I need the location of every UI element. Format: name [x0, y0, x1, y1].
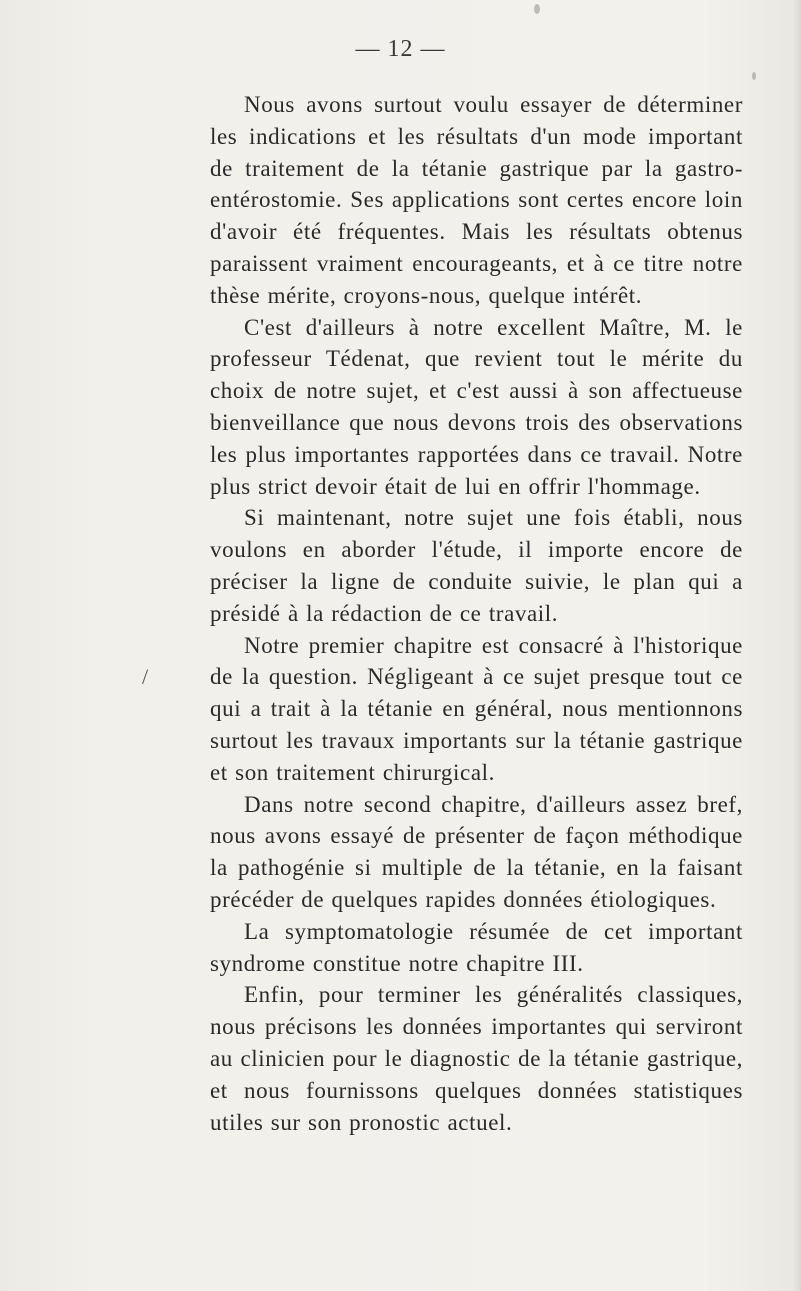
ink-speck [752, 72, 756, 80]
paragraph: C'est d'ailleurs à notre excellent Maître, M. le professeur Tédenat, que revient tout le mérite du choix de notre sujet, et c'est aussi à son affectueuse bienveillance que nous devons trois des observations les plus importantes rapportées dans ce travail. Notre plus strict devoir était de lui en offrir l'hommage. [210, 314, 743, 499]
body-text [210, 89, 743, 1138]
margin-pencil-mark: / [142, 664, 149, 689]
paragraph: La symptomatologie résumée de cet important syndrome constitue notre chapitre III. [210, 918, 743, 976]
paragraph: Notre premier chapitre est consacré à l'historique de la question. Négligeant à ce sujet presque tout ce qui a trait à la tétanie en général, nous mentionnons surtout les travaux importants sur la tétanie gastrique et son traitement chirurgical. [210, 632, 743, 785]
page-number: — 12 — [355, 36, 446, 62]
paragraph: Dans notre second chapitre, d'ailleurs assez bref, nous avons essayé de présenter de façon méthodique la pathogénie si multiple de la tétanie, en la faisant précéder de quelques rapides données étiologiques. [210, 791, 743, 912]
paragraph: Si maintenant, notre sujet une fois établi, nous voulons en aborder l'étude, il importe encore de préciser la ligne de conduite suivie, le plan qui a présidé à la rédaction de ce travail. [210, 505, 743, 626]
ink-speck [534, 4, 540, 14]
paragraph: Nous avons surtout voulu essayer de déterminer les indications et les résultats d'un mode important de traitement de la tétanie gastrique par la gastro-entérostomie. Ses applications sont certes encore loin d'avoir été fréquentes. Mais les résultats obtenus paraissent vraiment encourageants, et à ce titre notre thèse mérite, croyons-nous, quelque intérêt. [210, 92, 743, 308]
page-edge-shadow [793, 0, 801, 1291]
paragraph: Enfin, pour terminer les généralités classiques, nous précisons les données importantes qui serviront au clinicien pour le diagnostic de la tétanie gastrique, et nous fournissons quelques données statistiques utiles sur son pronostic actuel. [210, 982, 743, 1135]
